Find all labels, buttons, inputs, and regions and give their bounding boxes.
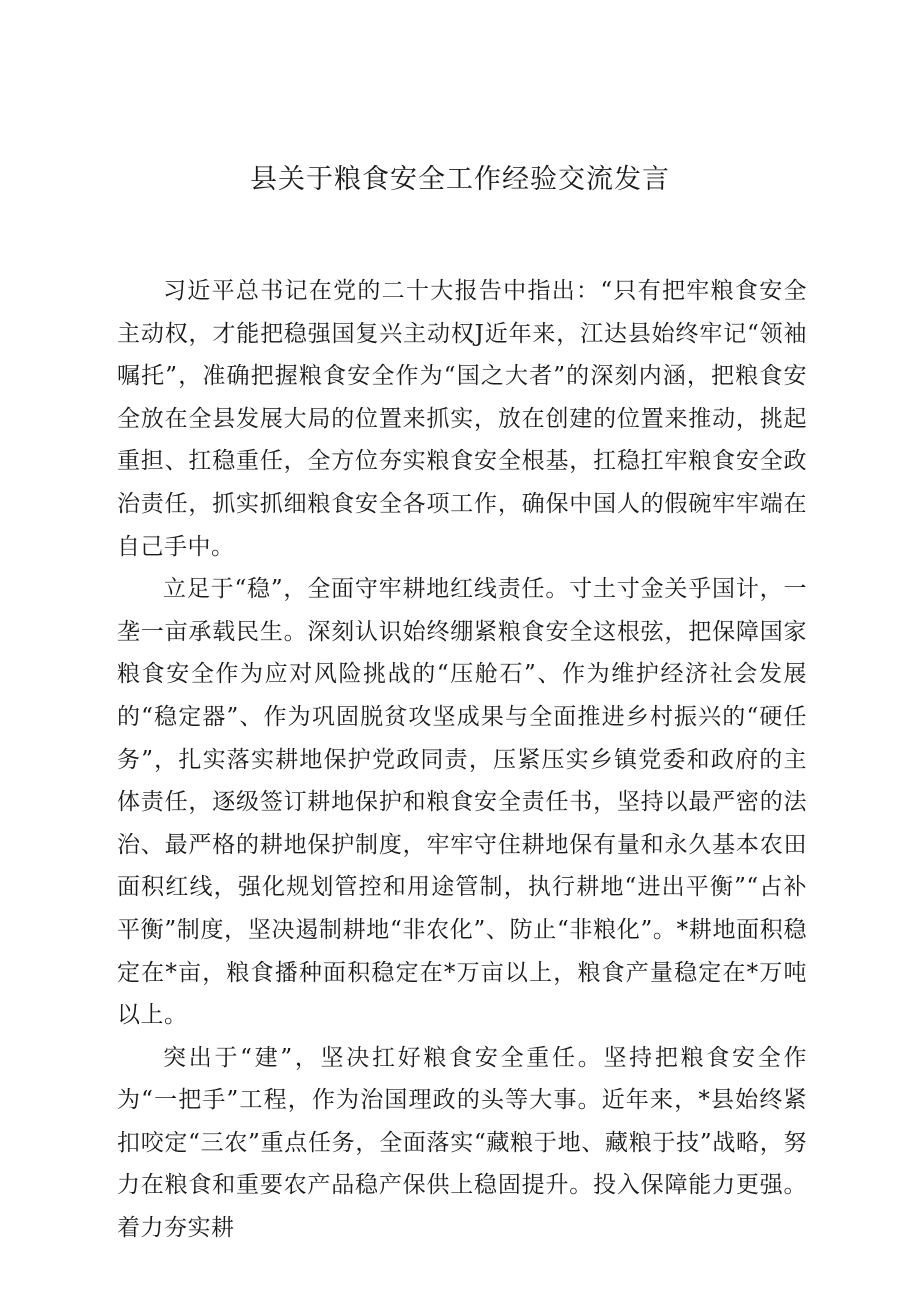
paragraph-stability: 立足于“稳”，全面守牢耕地红线责任。寸土寸金关乎国计，一垄一亩承载民生。深刻认识始终绷紧粮食安全这根弦，把保障国家粮食安全作为应对风险挑战的“压舱石”、作为维护经济社会发展的“稳定器”、作为巩固脱贫攻坚成果与全面推进乡村振兴的“硬任务”，扎实落实耕地保护党政同责，压紧压实乡镇党委和政府的主体责任，逐级签订耕地保护和粮食安全责任书，坚持以最严密的法治、最严格的耕地保护制度，牢牢守住耕地保有量和永久基本农田面积红线，强化规划管控和用途管制，执行耕地“进出平衡”“占补平衡”制度，坚决遏制耕地“非农化”、防止“非粮化”。*耕地面积稳定在*亩，粮食播种面积稳定在*万亩以上，粮食产量稳定在*万吨以上。: [117, 576, 807, 1029]
paragraph-construction: 突出于“建”，坚决扛好粮食安全重任。坚持把粮食安全作为“一把手”工程，作为治国理政的头等大事。近年来，*县始终紧扣咬定“三农”重点任务，全面落实“藏粮于地、藏粮于技”战略，努力在粮食和重要农产品稳产保供上稳固提升。投入保障能力更强。着力夯实耕: [117, 1044, 807, 1242]
document-title: 县关于粮食安全工作经验交流发言: [250, 164, 670, 195]
document-body: [117, 270, 807, 1250]
paragraph-intro: 习近平总书记在党的二十大报告中指出：“只有把牢粮食安全主动权，才能把稳强国复兴主动权J近年来，江达县始终牢记“领袖嘱托”，准确把握粮食安全作为“国之大者”的深刻内涵，把粮食安全放在全县发展大局的位置来抓实，放在创建的位置来推动，挑起重担、扛稳重任，全方位夯实粮食安全根基，扛稳扛牢粮食安全政治责任，抓实抓细粮食安全各项工作，确保中国人的假碗牢牢端在自己手中。: [117, 278, 807, 560]
